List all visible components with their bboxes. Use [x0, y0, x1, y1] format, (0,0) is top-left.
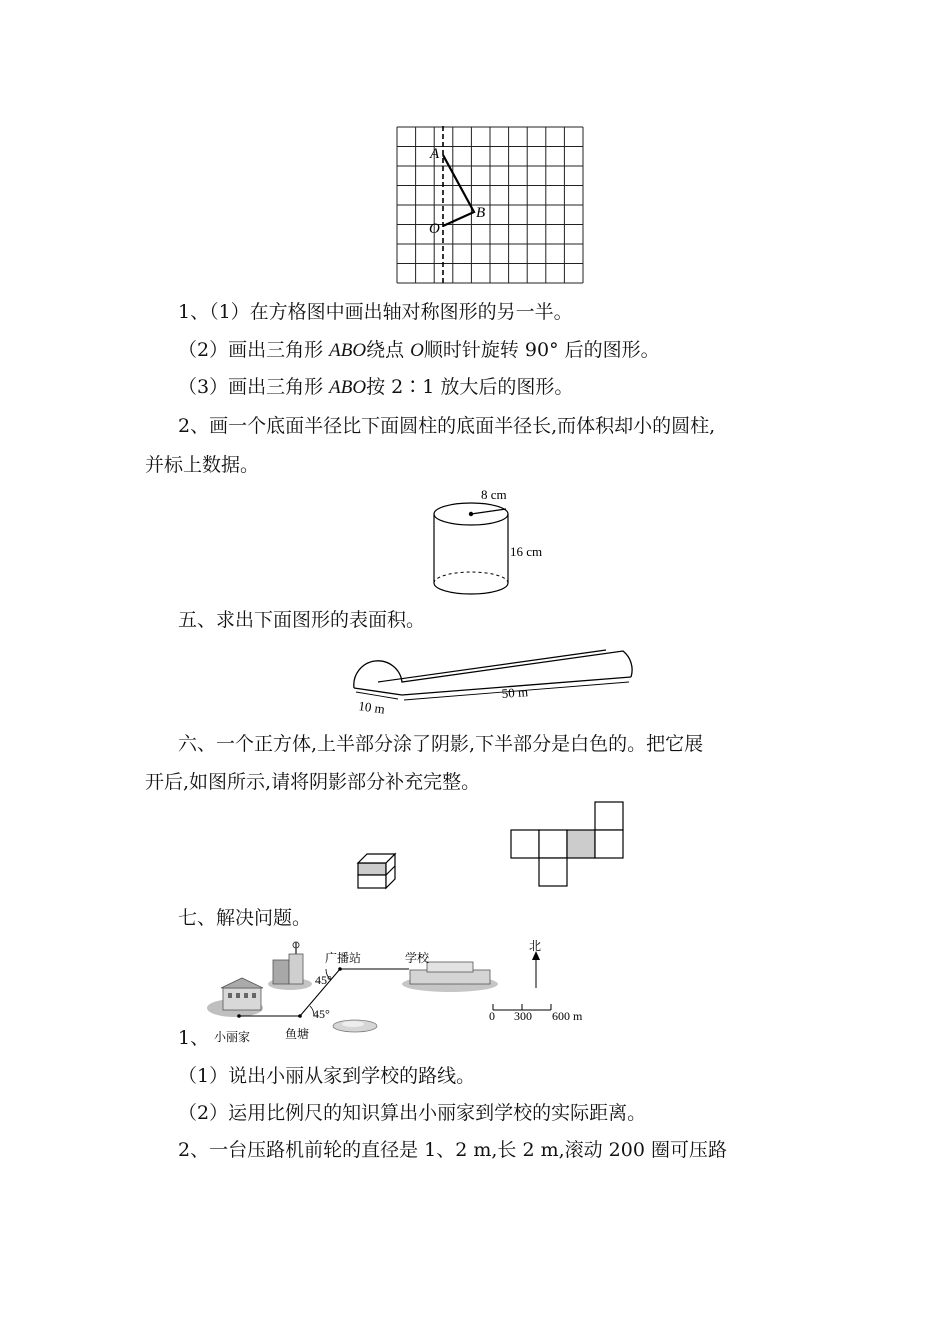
- net-square-shaded: [567, 830, 595, 858]
- section5-title: 五、求出下面图形的表面积。: [178, 609, 426, 631]
- cylinder-bottom-front: [434, 583, 508, 594]
- q1-part2: [178, 336, 660, 365]
- scale-label-300: 300: [514, 1009, 532, 1023]
- q1-part2-text-a: （2）画出三角形: [178, 339, 330, 361]
- map-figure: [205, 940, 605, 1050]
- half-cylinder-back-line: [378, 650, 606, 682]
- pond-label: 鱼塘: [285, 1027, 310, 1041]
- section7-q2-text: 2、一台压路机前轮的直径是 1、2 m,长 2 m,滚动 200 圈可压路: [178, 1139, 727, 1161]
- q1-part2-var-o: O: [410, 340, 424, 361]
- broadcast-station-label: 广播站: [325, 951, 362, 965]
- section6-text-line2: 开后,如图所示,请将阴影部分补充完整。: [145, 771, 481, 793]
- home-label: 小丽家: [214, 1030, 251, 1044]
- scale-label-600: 600 m: [552, 1009, 583, 1023]
- cylinder-radius: [471, 509, 506, 514]
- cube-bottom-white: [358, 875, 386, 888]
- cylinder-figure: [426, 486, 556, 596]
- q1-part2-var-abo: ABO: [329, 340, 367, 361]
- cylinder-radius-label: 8 cm: [481, 487, 507, 502]
- cube-net-figure: [509, 801, 625, 889]
- broadcast-station-icon: [268, 942, 312, 990]
- station-point: [338, 967, 342, 971]
- q1-part1: 1、（1）在方格图中画出轴对称图形的另一半。: [178, 301, 573, 323]
- net-square-row4: [595, 830, 623, 858]
- grid-figure: [396, 126, 586, 286]
- label-a: A: [430, 146, 440, 162]
- cube-top-shaded: [358, 863, 386, 875]
- section6-text-line1: 六、一个正方体,上半部分涂了阴影,下半部分是白色的。把它展: [178, 733, 704, 755]
- label-b: B: [476, 205, 486, 221]
- net-square-row1: [511, 830, 539, 858]
- north-label: 北: [529, 939, 542, 953]
- pond-icon: [333, 1020, 377, 1032]
- home-building-icon: [207, 978, 263, 1017]
- q1-part3-text-a: （3）画出三角形: [178, 376, 330, 398]
- half-cylinder-figure: [350, 646, 640, 716]
- q1-part2-text-c: 顺时针旋转 90° 后的图形。: [423, 339, 660, 361]
- scale-label-0: 0: [489, 1009, 495, 1023]
- q1-part2-text-b: 绕点: [366, 339, 411, 361]
- q1-part3: [178, 373, 573, 402]
- net-square-row2: [539, 830, 567, 858]
- angle-top-label: 45°: [315, 973, 332, 987]
- half-cylinder-base-front: [354, 688, 402, 695]
- cylinder-bottom-back: [434, 572, 508, 583]
- q1-part3-var-abo: ABO: [329, 377, 367, 398]
- q2-text-line2: 并标上数据。: [145, 454, 260, 476]
- net-square-top: [595, 802, 623, 830]
- q1-part3-text-b: 按 2∶1 放大后的图形。: [366, 376, 574, 398]
- cube-figure: [356, 851, 400, 891]
- section7-q1-part1: （1）说出小丽从家到学校的路线。: [178, 1065, 476, 1087]
- q2-text-line1: 2、画一个底面半径比下面圆柱的底面半径长,而体积却小的圆柱,: [178, 415, 716, 437]
- home-point: [237, 1014, 241, 1018]
- cylinder-height-label: 16 cm: [510, 544, 543, 559]
- net-square-bottom: [539, 858, 567, 886]
- school-label: 学校: [405, 951, 430, 965]
- length-label: 50 m: [501, 684, 529, 701]
- half-cylinder-outline: [354, 651, 632, 688]
- section7-q1-prefix: 1、: [178, 1027, 210, 1049]
- diameter-label: 10 m: [357, 698, 386, 717]
- school-building-icon: [402, 962, 498, 992]
- section7-q1-part2: （2）运用比例尺的知识算出小丽家到学校的实际距离。: [178, 1102, 647, 1124]
- label-o: O: [429, 221, 440, 237]
- pond-junction-point: [298, 1014, 302, 1018]
- angle-bottom-label: 45°: [313, 1007, 330, 1021]
- section7-title: 七、解决问题。: [178, 907, 312, 929]
